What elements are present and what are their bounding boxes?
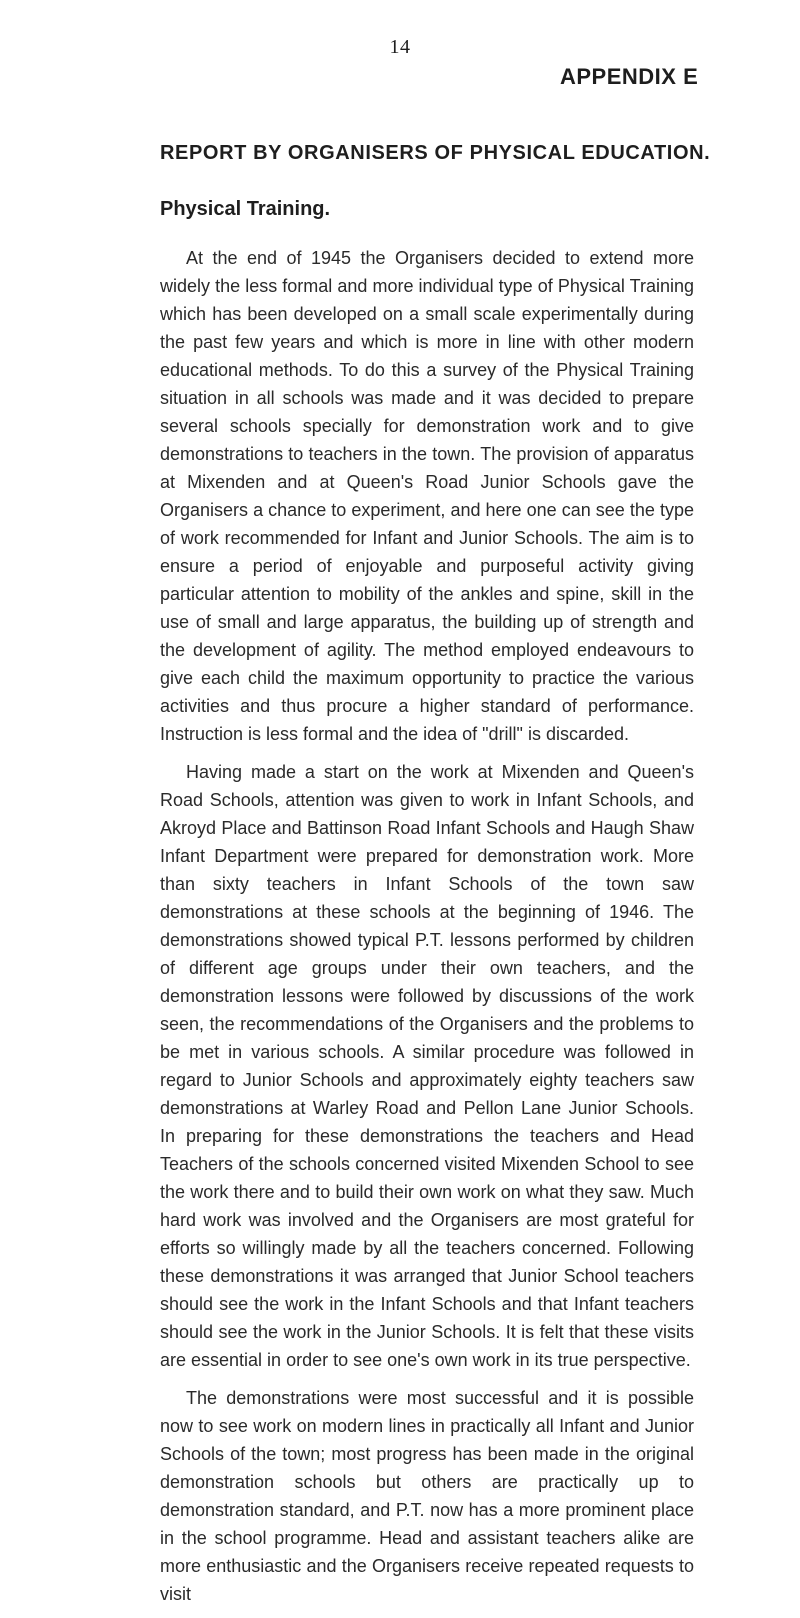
paragraph-1: At the end of 1945 the Organisers decided to extend more widely the less formal and more individual type of Physical Training which has been developed on a small scale experimentally during the past few years and which is more in line with other modern educational methods. To do this a survey of the Physical Training situation in all schools was made and it was decided to prepare several schools specially for demonstration work and to give demonstrations to teachers in the town. The provision of apparatus at Mixenden and at Queen's Road Junior Schools gave the Organisers a chance to experiment, and here one can see the type of work recommended for Infant and Junior Schools. The aim is to ensure a period of enjoyable and purposeful activity giving particular attention to mobility of the ankles and spine, skill in the use of small and large apparatus, the building up of strength and the development of agility. The method employed endeavours to give each child the maximum opportunity to practice the various activities and thus procure a higher standard of performance. Instruction is less formal and the idea of "drill" is discarded.: [160, 248, 694, 744]
page-number: 14: [389, 36, 411, 58]
appendix-label: APPENDIX E: [560, 64, 699, 89]
report-title: REPORT BY ORGANISERS OF PHYSICAL EDUCATION.: [160, 142, 711, 164]
body-text: [160, 244, 694, 1618]
section-heading: Physical Training.: [160, 198, 331, 220]
paragraph-2: Having made a start on the work at Mixenden and Queen's Road Schools, attention was given to work in Infant Schools, and Akroyd Place and Battinson Road Infant Schools and Haugh Shaw Infant Department were prepared for demonstration work. More than sixty teachers in Infant Schools of the town saw demonstrations at these schools at the beginning of 1946. The demonstrations showed typical P.T. lessons performed by children of different age groups under their own teachers, and the demonstration lessons were followed by discussions of the work seen, the recommendations of the Organisers and the problems to be met in various schools. A similar procedure was followed in regard to Junior Schools and approximately eighty teachers saw demonstrations at Warley Road and Pellon Lane Junior Schools. In preparing for these demonstrations the teachers and Head Teachers of the schools concerned visited Mixenden School to see the work there and to build their own work on what they saw. Much hard work was involved and the Organisers are most grateful for efforts so willingly made by all the teachers concerned. Following these demonstrations it was arranged that Junior School teachers should see the work in the Infant Schools and that Infant teachers should see the work in the Junior Schools. It is felt that these visits are essential in order to see one's own work in its true perspective.: [160, 762, 694, 1370]
paragraph-3: The demonstrations were most successful and it is possible now to see work on modern lines in practically all Infant and Junior Schools of the town; most progress has been made in the original demonstration schools but others are practically up to demonstration standard, and P.T. now has a more prominent place in the school programme. Head and assistant teachers alike are more enthusiastic and the Organisers receive repeated requests to visit: [160, 1388, 694, 1604]
